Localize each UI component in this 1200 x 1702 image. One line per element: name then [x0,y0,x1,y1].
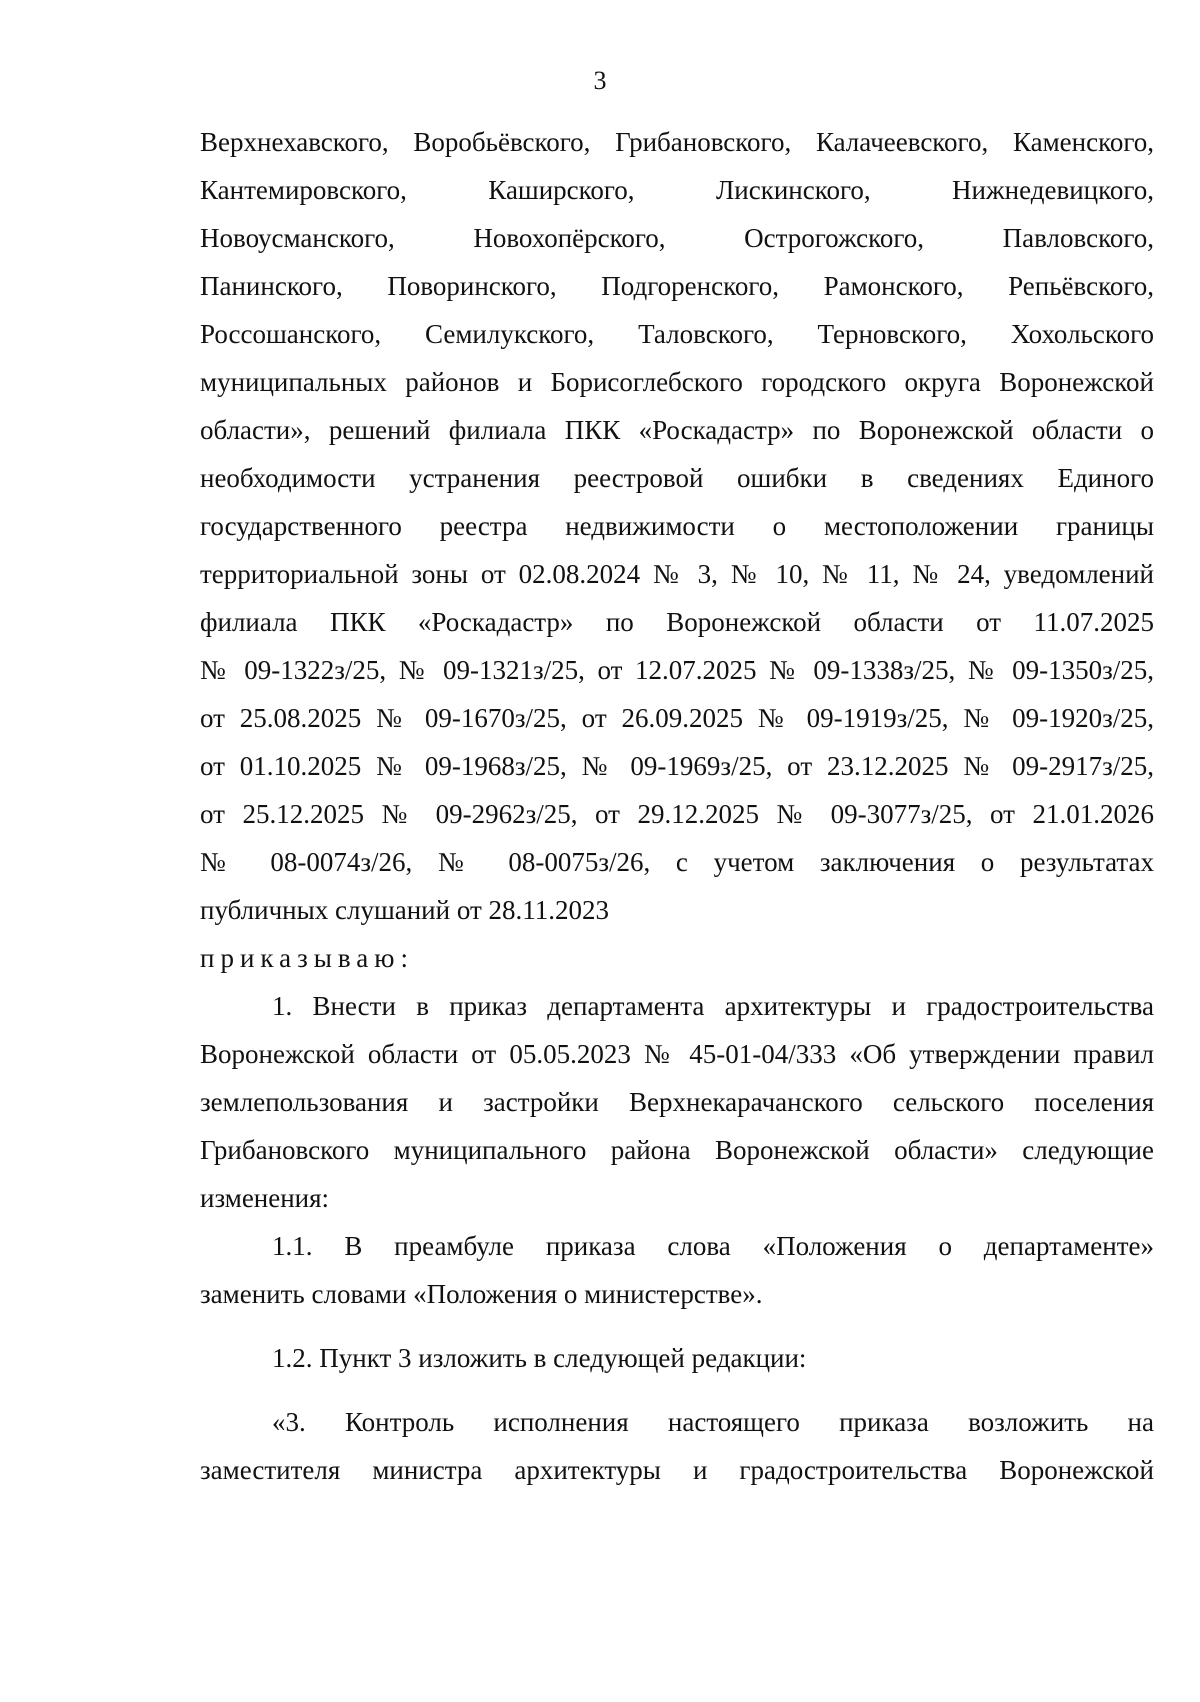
text-line: № 08-0074з/26, № 08-0075з/26, с учетом заключения о результатах [200,847,1154,877]
text-line: 1.1. В преамбуле приказа слова «Положения о департаменте» [272,1231,1154,1261]
text-line: Кантемировского, Каширского, Лискинского, Нижнедевицкого, [200,175,1154,205]
text-line: филиала ПКК «Роскадастр» по Воронежской области от 11.07.2025 [200,607,1154,637]
text-line: 1. Внести в приказ департамента архитектуры и градостроительства [272,991,1154,1021]
text-line: Панинского, Поворинского, Подгоренского, Рамонского, Репьёвского, [200,271,1154,301]
text-line: Воронежской области от 05.05.2023 № 45-01-04/333 «Об утверждении правил [200,1039,1154,1069]
text-line: 1.2. Пункт 3 изложить в следующей редакции: [272,1343,807,1373]
text-line: заменить словами «Положения о министерстве». [200,1279,763,1309]
text-line: Грибановского муниципального района Воронежской области» следующие [200,1135,1154,1165]
text-line: территориальной зоны от 02.08.2024 № 3, № 10, № 11, № 24, уведомлений [200,559,1154,589]
text-line: изменения: [200,1183,330,1213]
text-line: № 09-1322з/25, № 09-1321з/25, от 12.07.2025 № 09-1338з/25, № 09-1350з/25, [200,655,1154,685]
text-line: от 01.10.2025 № 09-1968з/25, № 09-1969з/25, от 23.12.2025 № 09-2917з/25, [200,751,1154,781]
text-line: землепользования и застройки Верхнекарачанского сельского поселения [200,1087,1154,1117]
text-line: от 25.12.2025 № 09-2962з/25, от 29.12.2025 № 09-3077з/25, от 21.01.2026 [200,799,1154,829]
text-line: Верхнехавского, Воробьёвского, Грибановского, Калачеевского, Каменского, [200,127,1154,157]
text-line: Россошанского, Семилукского, Таловского, Терновского, Хохольского [200,319,1154,349]
text-line: заместителя министра архитектуры и градостроительства Воронежской [200,1455,1154,1485]
document-body [200,118,1154,1494]
text-line: «3. Контроль исполнения настоящего приказа возложить на [272,1407,1154,1437]
text-line: приказываю: [200,943,414,973]
text-line: области», решений филиала ПКК «Роскадастр» по Воронежской области о [200,415,1154,445]
text-line: государственного реестра недвижимости о местоположении границы [200,511,1154,541]
text-line: необходимости устранения реестровой ошибки в сведениях Единого [200,463,1154,493]
text-line: муниципальных районов и Борисоглебского городского округа Воронежской [200,367,1154,397]
page-number: 3 [593,66,607,95]
text-line: от 25.08.2025 № 09-1670з/25, от 26.09.2025 № 09-1919з/25, № 09-1920з/25, [200,703,1154,733]
text-line: Новоусманского, Новохопёрского, Острогожского, Павловского, [200,223,1154,253]
text-line: публичных слушаний от 28.11.2023 [200,895,610,925]
